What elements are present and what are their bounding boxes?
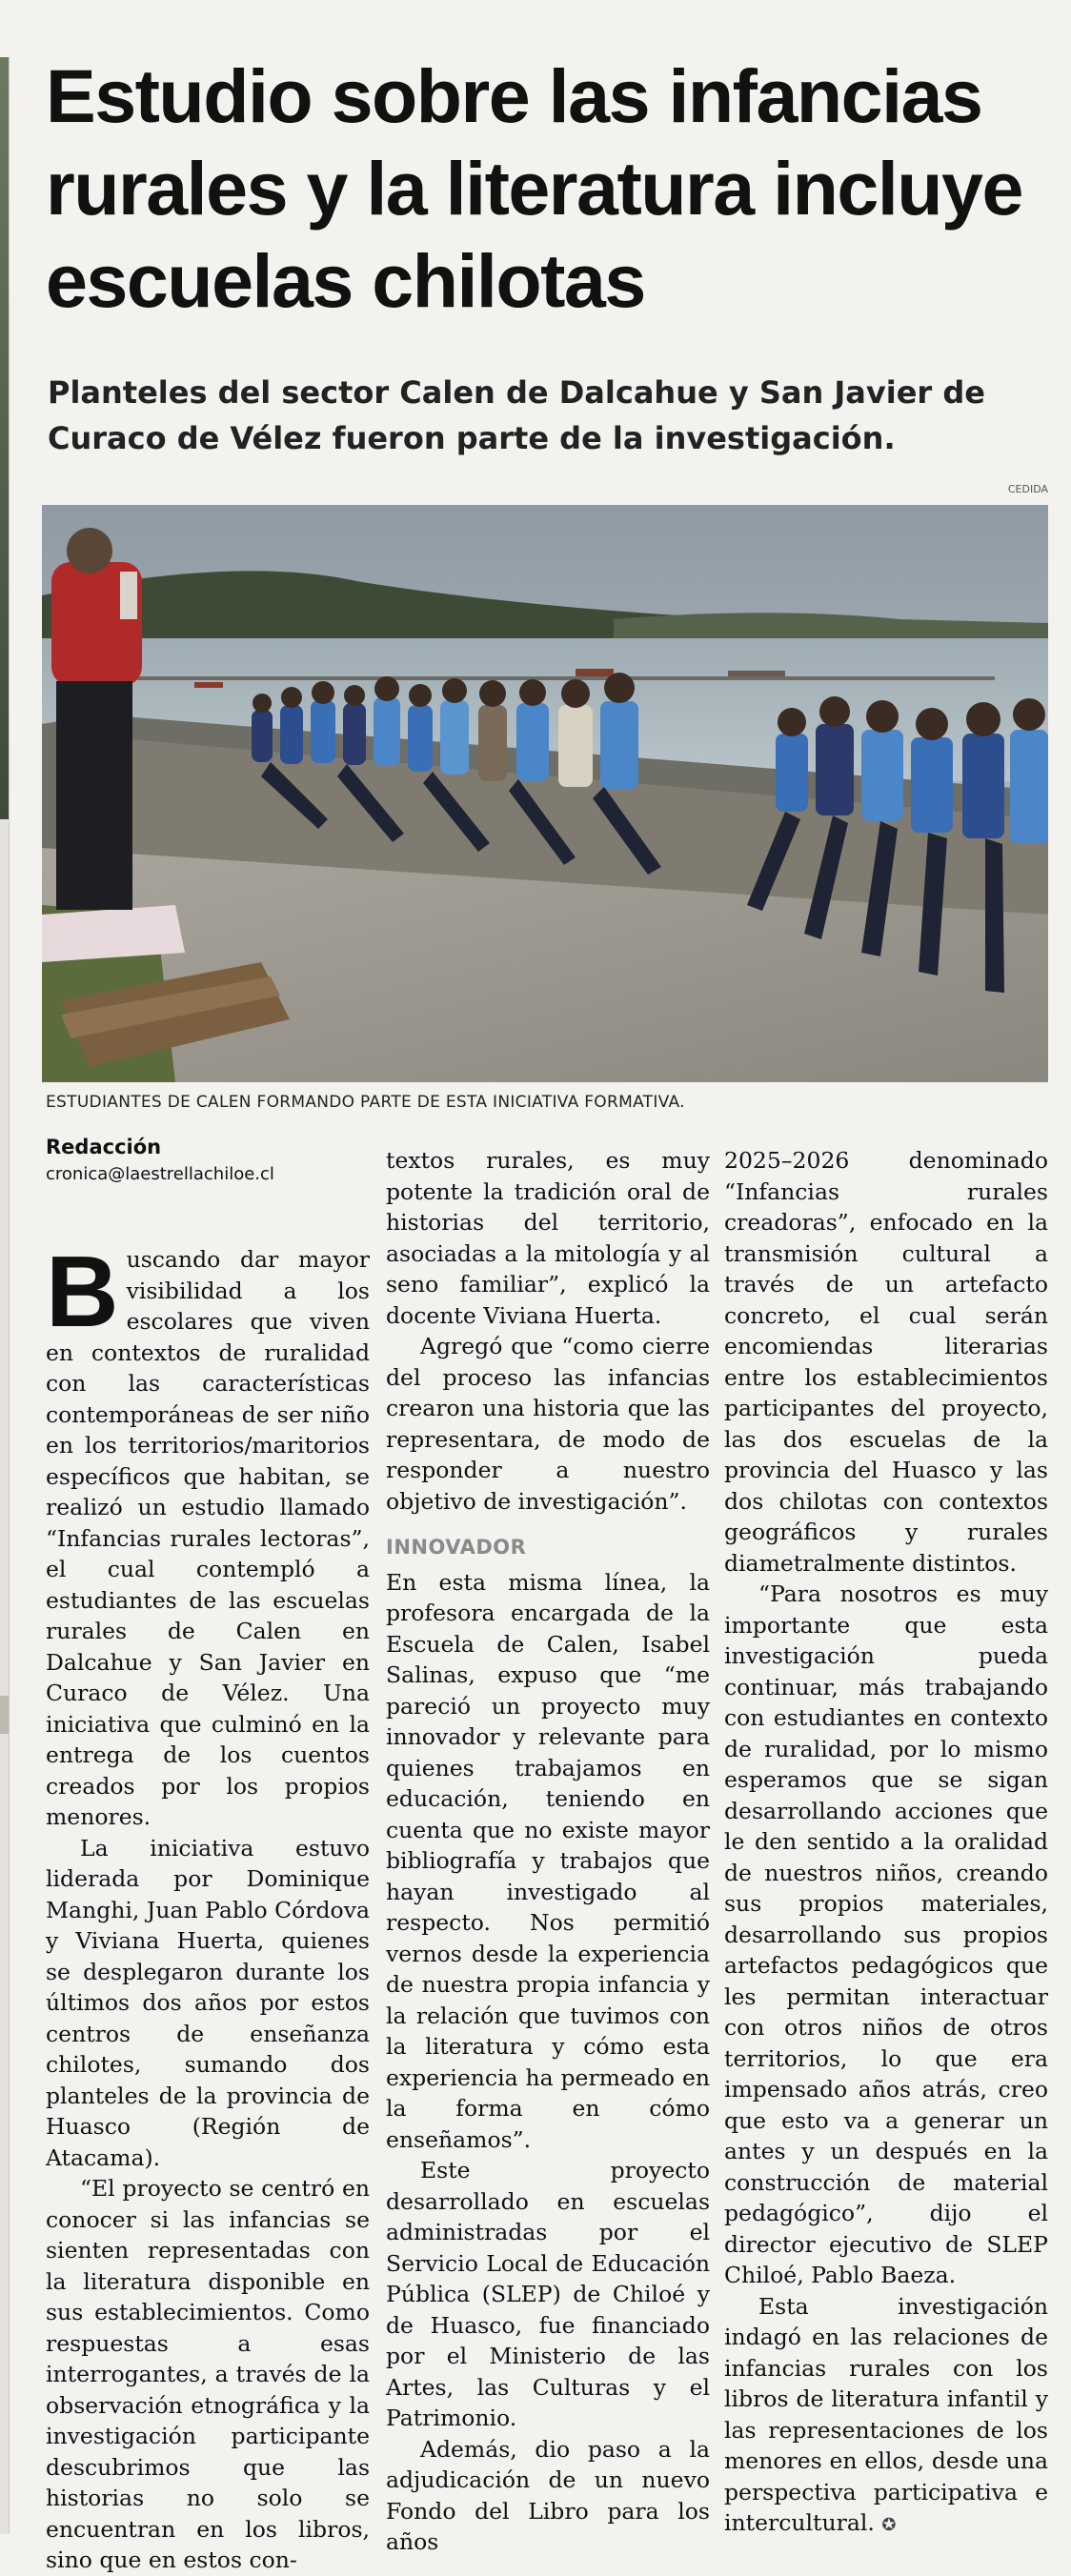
paragraph: Este proyecto desarrollado en escuelas administradas por el Servicio Local de Educación Pública (SLEP) de Chiloé y de Huasco, fue financiado por el Ministerio de las Artes, las Culturas y el Patrimonio.: [386, 2157, 710, 2431]
paragraph: Agregó que “como cierre del proceso las infancias crearon una historia que las representara, de modo de responder a nuestro objetivo de investigación”.: [386, 1333, 710, 1515]
paragraph: “El proyecto se centró en conocer si las infancias se sienten representadas con la literatura disponible en sus establecimientos. Como respuestas a esas interrogantes, a través de la observación etnográfica y la investigación participante descubrimos que las historias no solo se encuentran en los libros, sino que en estos con-: [46, 2175, 370, 2573]
drop-cap: B: [46, 1236, 119, 1348]
paragraph: 2025–2026 denominado “Infancias rurales creadoras”, enfocado en la transmisión cultural a través de un artefacto concreto, el cual serán encomiendas literarias entre los establecimientos participantes del proyecto, las dos escuelas de la provincia del Huasco y las dos chilotas con contextos geográficos y rurales diametralmente distintos.: [724, 1147, 1048, 1577]
paragraph: textos rurales, es muy potente la tradición oral de historias del territorio, asociadas a la mitología y al seno familiar”, explicó la docente Viviana Huerta.: [386, 1147, 710, 1329]
article-column-2: [386, 1145, 710, 2558]
paragraph: Además, dio paso a la adjudicación de un nuevo Fondo del Libro para los años: [386, 2435, 710, 2555]
section-subheading: INNOVADOR: [386, 1536, 527, 1559]
paragraph: [46, 1236, 370, 1833]
paragraph-text: Esta investigación indagó en las relaciones de infancias rurales con los libros de literatura infantil y las representaciones de los menores en ellos, desde una perspectiva participativa e intercultural.: [724, 2292, 1048, 2536]
end-mark-icon: ✪: [881, 2515, 897, 2535]
paragraph-text: uscando dar mayor visibilidad a los escolares que viven en contextos de ruralidad con las características contemporáneas de ser niño en los territorios/maritorios específicos que habitan, se realizó un estudio llamado “Infancias rurales lectoras”, el cual contempló a estudiantes de las escuelas rurales de Calen en Dalcahue y San Javier en Curaco de Vélez. Una iniciativa que culminó en la entrega de los cuentos creados por los propios menores.: [46, 1246, 370, 1830]
photo-credit: CEDIDA: [1007, 483, 1048, 495]
article-column-3: [724, 1145, 1048, 2542]
photo-caption: ESTUDIANTES DE CALEN FORMANDO PARTE DE ESTA INICIATIVA FORMATIVA.: [46, 1093, 685, 1112]
article-column-1: [46, 1236, 370, 2576]
subheadline: Planteles del sector Calen de Dalcahue y San Javier de Curaco de Vélez fueron parte de la investigación.: [48, 374, 985, 456]
byline-name: Redacción: [46, 1136, 162, 1158]
byline-email: cronica@laestrellachiloe.cl: [46, 1164, 274, 1184]
adjacent-photo-fragment: [0, 1696, 9, 1734]
paragraph: “Para nosotros es muy importante que esta investigación pueda continuar, más trabajando con estudiantes en contexto de ruralidad, por lo mismo esperamos que se sigan desarrollando acciones que le den sentido a la oralidad de nuestros niños, creando sus propios materiales, desarrollando sus propios artefactos pedagógicos que les permitan interactuar con otros niños de otros territorios, lo que era impensado años atrás, creo que esto va a generar un antes y un después en la construcción de material pedagógico”, dijo el director ejecutivo de SLEP Chiloé, Pablo Baeza.: [724, 1580, 1048, 2288]
article-photo: [42, 505, 1048, 1082]
headline: Estudio sobre las infancias rurales y la literatura incluye escuelas chilotas: [46, 53, 1022, 323]
paragraph: La iniciativa estuvo liderada por Dominique Manghi, Juan Pablo Córdova y Viviana Huerta, quienes se desplegaron durante los últimos dos años por estos centros de enseñanza chilotes, sumando dos planteles de la provincia de Huasco (Región de Atacama).: [46, 1834, 370, 2171]
paragraph: [724, 2291, 1048, 2542]
paragraph: En esta misma línea, la profesora encargada de la Escuela de Calen, Isabel Salinas, expuso que “me pareció un proyecto muy innovador y relevante para quienes trabajamos en educación, teniendo en cuenta que no existe mayor bibliografía y trabajos que hayan investigado al respecto. Nos permitió vernos desde la experiencia de nuestra propia infancia y la relación que tuvimos con la literatura y cómo esta experiencia ha permeado en la forma en cómo enseñamos”.: [386, 1568, 710, 2153]
adjacent-photo-fragment: [0, 57, 9, 819]
